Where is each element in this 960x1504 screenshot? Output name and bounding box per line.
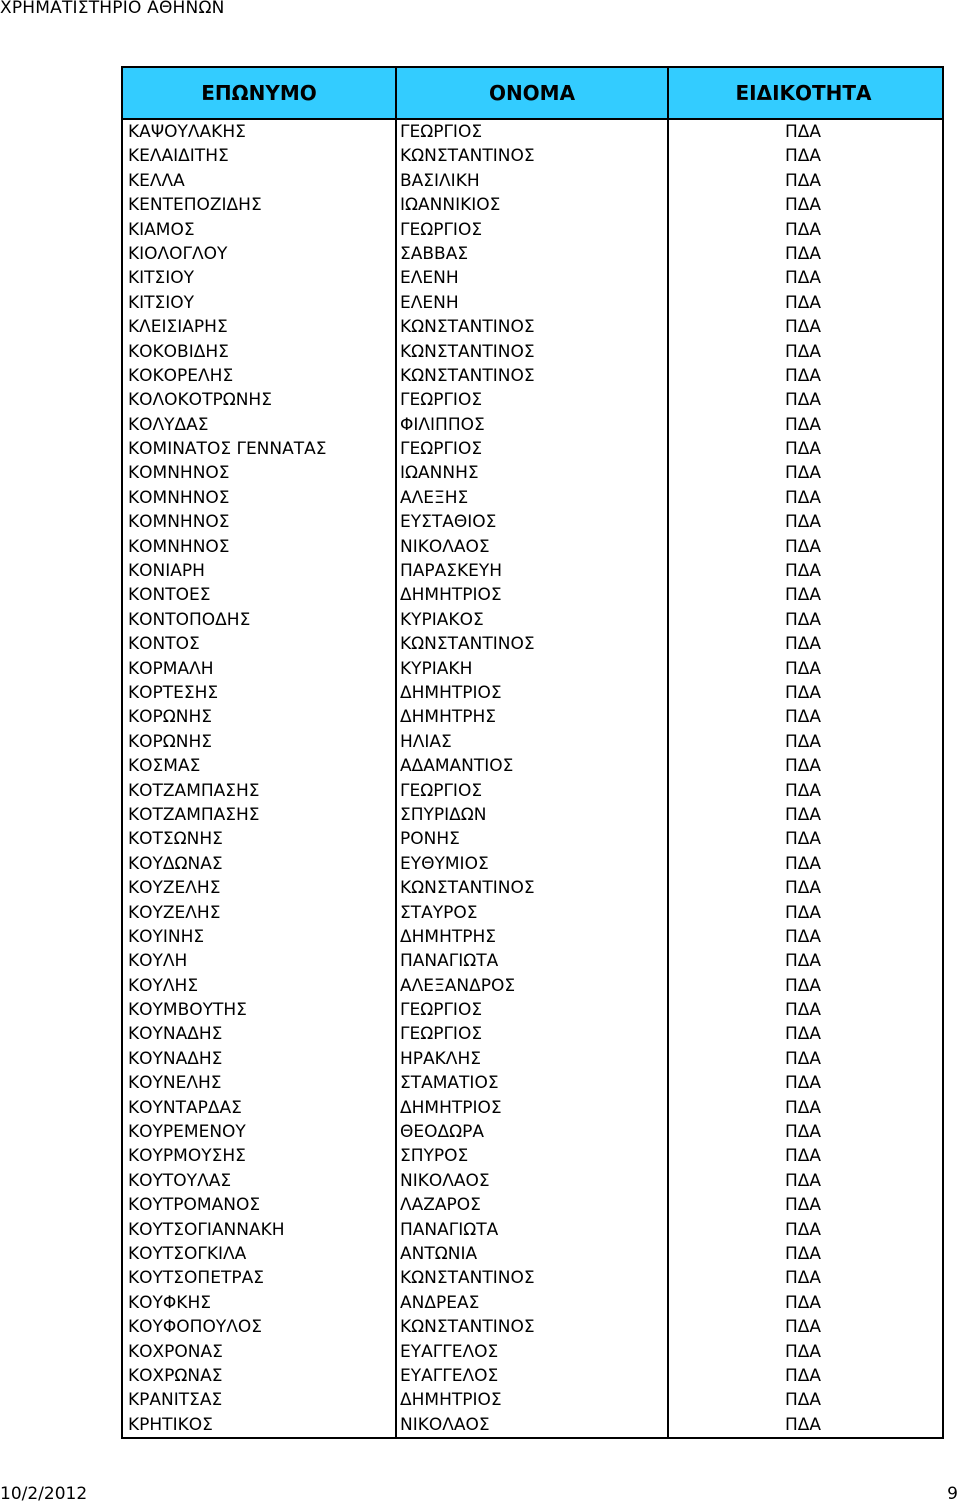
- cell-specialty: ΠΔΑ: [785, 1268, 822, 1289]
- cell-surname: ΚΟΥΛΗ: [123, 949, 397, 973]
- cell-name: ΓΕΩΡΓΙΟΣ: [397, 388, 669, 412]
- cell-name: ΚΩΝΣΤΑΝΤΙΝΟΣ: [397, 876, 669, 900]
- cell-surname: ΚΟΤΖΑΜΠΑΣΗΣ: [123, 779, 397, 803]
- cell-surname: ΚΟΧΡΩΝΑΣ: [123, 1364, 397, 1388]
- cell-surname: ΚΟΜΝΗΝΟΣ: [123, 461, 397, 485]
- cell-surname: ΚΟΝΙΑΡΗ: [123, 559, 397, 583]
- cell-name: ΠΑΝΑΓΙΩΤΑ: [397, 949, 669, 973]
- cell-specialty: ΠΔΑ: [785, 122, 822, 142]
- table-row: [123, 1218, 942, 1242]
- page-number: 9: [947, 1484, 958, 1504]
- cell-name: ΔΗΜΗΤΡΙΟΣ: [397, 583, 669, 607]
- cell-name: ΣΤΑΥΡΟΣ: [397, 901, 669, 925]
- cell-surname: ΚΟΧΡΟΝΑΣ: [123, 1340, 397, 1364]
- table-row: [123, 1193, 942, 1217]
- table-row: [123, 1266, 942, 1290]
- table-row: [123, 827, 942, 851]
- cell-name: ΡΟΝΗΣ: [397, 827, 669, 851]
- table-row: [123, 632, 942, 656]
- cell-surname: ΚΟΥΝΑΔΗΣ: [123, 1047, 397, 1071]
- cell-name: ΝΙΚΟΛΑΟΣ: [397, 1169, 669, 1193]
- cell-name: ΔΗΜΗΤΡΗΣ: [397, 925, 669, 949]
- cell-specialty: ΠΔΑ: [785, 804, 822, 825]
- table-row: [123, 1291, 942, 1315]
- cell-name: ΕΥΘΥΜΙΟΣ: [397, 852, 669, 876]
- table-row: [123, 657, 942, 681]
- cell-specialty: ΠΔΑ: [785, 1365, 822, 1386]
- cell-specialty: ΠΔΑ: [785, 853, 822, 874]
- cell-surname: ΚΟΥΖΕΛΗΣ: [123, 876, 397, 900]
- table-row: [123, 218, 942, 242]
- table-row: [123, 486, 942, 510]
- cell-specialty: ΠΔΑ: [785, 170, 822, 191]
- cell-surname: ΚΛΕΙΣΙΑΡΗΣ: [123, 315, 397, 339]
- cell-name: ΓΕΩΡΓΙΟΣ: [397, 218, 669, 242]
- cell-specialty: ΠΔΑ: [785, 658, 822, 679]
- cell-specialty: ΠΔΑ: [785, 414, 822, 435]
- cell-name: ΚΩΝΣΤΑΝΤΙΝΟΣ: [397, 315, 669, 339]
- cell-surname: ΚΟΛΥΔΑΣ: [123, 413, 397, 437]
- cell-surname: ΚΑΨΟΥΛΑΚΗΣ: [123, 120, 397, 144]
- cell-surname: ΚΟΜΝΗΝΟΣ: [123, 486, 397, 510]
- cell-specialty: ΠΔΑ: [785, 268, 822, 289]
- table-row: [123, 1022, 942, 1046]
- cell-surname: ΚΟΥΔΩΝΑΣ: [123, 852, 397, 876]
- cell-name: ΒΑΣΙΛΙΚΗ: [397, 169, 669, 193]
- cell-name: ΑΔΑΜΑΝΤΙΟΣ: [397, 754, 669, 778]
- employee-table: [121, 66, 944, 1439]
- cell-name: ΚΩΝΣΤΑΝΤΙΝΟΣ: [397, 340, 669, 364]
- cell-specialty: ΠΔΑ: [785, 1341, 822, 1362]
- cell-surname: ΚΟΥΤΟΥΛΑΣ: [123, 1169, 397, 1193]
- table-row: [123, 315, 942, 339]
- table-row: [123, 1315, 942, 1339]
- cell-specialty: ΠΔΑ: [785, 731, 822, 752]
- cell-name: ΚΥΡΙΑΚΟΣ: [397, 608, 669, 632]
- cell-specialty: ΠΔΑ: [785, 878, 822, 899]
- table-row: [123, 730, 942, 754]
- cell-surname: ΚΟΣΜΑΣ: [123, 754, 397, 778]
- table-row: [123, 340, 942, 364]
- table-row: [123, 705, 942, 729]
- cell-name: ΑΛΕΞΗΣ: [397, 486, 669, 510]
- header-name: ΟΝΟΜΑ: [397, 68, 669, 118]
- cell-surname: ΚΟΥΡΕΜΕΝΟΥ: [123, 1120, 397, 1144]
- cell-specialty: ΠΔΑ: [785, 682, 822, 703]
- table-body: [123, 120, 942, 1437]
- cell-name: ΕΥΣΤΑΘΙΟΣ: [397, 510, 669, 534]
- table-row: [123, 852, 942, 876]
- table-row: [123, 1144, 942, 1168]
- cell-specialty: ΠΔΑ: [785, 1073, 822, 1094]
- cell-surname: ΚΕΛΑΙΔΙΤΗΣ: [123, 144, 397, 168]
- cell-specialty: ΠΔΑ: [785, 1317, 822, 1338]
- table-row: [123, 169, 942, 193]
- cell-specialty: ΠΔΑ: [785, 243, 822, 264]
- cell-specialty: ΠΔΑ: [785, 1243, 822, 1264]
- table-row: [123, 1120, 942, 1144]
- cell-name: ΑΝΔΡΕΑΣ: [397, 1291, 669, 1315]
- cell-name: ΕΛΕΝΗ: [397, 291, 669, 315]
- cell-name: ΓΕΩΡΓΙΟΣ: [397, 1022, 669, 1046]
- cell-specialty: ΠΔΑ: [785, 1122, 822, 1143]
- table-row: [123, 608, 942, 632]
- table-row: [123, 461, 942, 485]
- cell-specialty: ΠΔΑ: [785, 439, 822, 460]
- table-row: [123, 291, 942, 315]
- table-row: [123, 413, 942, 437]
- cell-name: ΝΙΚΟΛΑΟΣ: [397, 535, 669, 559]
- cell-name: ΣΤΑΜΑΤΙΟΣ: [397, 1071, 669, 1095]
- cell-specialty: ΠΔΑ: [785, 536, 822, 557]
- cell-specialty: ΠΔΑ: [785, 1146, 822, 1167]
- cell-surname: ΚΟΥΜΒΟΥΤΗΣ: [123, 998, 397, 1022]
- table-row: [123, 1413, 942, 1437]
- cell-surname: ΚΕΛΛΑ: [123, 169, 397, 193]
- cell-surname: ΚΟΥΛΗΣ: [123, 974, 397, 998]
- cell-surname: ΚΙΑΜΟΣ: [123, 218, 397, 242]
- table-row: [123, 949, 942, 973]
- cell-specialty: ΠΔΑ: [785, 902, 822, 923]
- cell-name: ΔΗΜΗΤΡΙΟΣ: [397, 1096, 669, 1120]
- cell-name: ΦΙΛΙΠΠΟΣ: [397, 413, 669, 437]
- table-row: [123, 1242, 942, 1266]
- cell-surname: ΚΟΚΟΒΙΔΗΣ: [123, 340, 397, 364]
- footer-date: 10/2/2012: [0, 1484, 88, 1504]
- cell-name: ΠΑΡΑΣΚΕΥΗ: [397, 559, 669, 583]
- table-row: [123, 1047, 942, 1071]
- cell-specialty: ΠΔΑ: [785, 707, 822, 728]
- cell-name: ΑΛΕΞΑΝΔΡΟΣ: [397, 974, 669, 998]
- cell-name: ΚΩΝΣΤΑΝΤΙΝΟΣ: [397, 144, 669, 168]
- header-specialty: ΕΙΔΙΚΟΤΗΤΑ: [735, 81, 872, 105]
- table-row: [123, 193, 942, 217]
- cell-specialty: ΠΔΑ: [785, 829, 822, 850]
- cell-name: ΛΑΖΑΡΟΣ: [397, 1193, 669, 1217]
- cell-surname: ΚΟΥΤΣΟΓΙΑΝΝΑΚΗ: [123, 1218, 397, 1242]
- cell-specialty: ΠΔΑ: [785, 585, 822, 606]
- table-row: [123, 559, 942, 583]
- cell-surname: ΚΟΥΝΑΔΗΣ: [123, 1022, 397, 1046]
- table-row: [123, 583, 942, 607]
- cell-specialty: ΠΔΑ: [785, 1414, 822, 1435]
- cell-name: ΕΥΑΓΓΕΛΟΣ: [397, 1340, 669, 1364]
- cell-name: ΚΩΝΣΤΑΝΤΙΝΟΣ: [397, 632, 669, 656]
- cell-specialty: ΠΔΑ: [785, 634, 822, 655]
- cell-specialty: ΠΔΑ: [785, 1024, 822, 1045]
- cell-name: ΣΠΥΡΙΔΩΝ: [397, 803, 669, 827]
- cell-surname: ΚΟΜΝΗΝΟΣ: [123, 510, 397, 534]
- table-header: [123, 68, 942, 120]
- table-row: [123, 925, 942, 949]
- cell-surname: ΚΟΡΜΑΛΗ: [123, 657, 397, 681]
- cell-specialty: ΠΔΑ: [785, 341, 822, 362]
- cell-surname: ΚΟΥΤΣΟΓΚΙΛΑ: [123, 1242, 397, 1266]
- cell-specialty: ΠΔΑ: [785, 756, 822, 777]
- cell-name: ΙΩΑΝΝΙΚΙΟΣ: [397, 193, 669, 217]
- cell-surname: ΚΟΥΖΕΛΗΣ: [123, 901, 397, 925]
- cell-name: ΙΩΑΝΝΗΣ: [397, 461, 669, 485]
- cell-name: ΠΑΝΑΓΙΩΤΑ: [397, 1218, 669, 1242]
- cell-surname: ΚΟΥΦΚΗΣ: [123, 1291, 397, 1315]
- cell-name: ΚΥΡΙΑΚΗ: [397, 657, 669, 681]
- cell-name: ΓΕΩΡΓΙΟΣ: [397, 998, 669, 1022]
- cell-surname: ΚΟΝΤΟΕΣ: [123, 583, 397, 607]
- cell-specialty: ΠΔΑ: [785, 975, 822, 996]
- cell-specialty: ΠΔΑ: [785, 1219, 822, 1240]
- cell-specialty: ΠΔΑ: [785, 365, 822, 386]
- cell-surname: ΚΟΥΡΜΟΥΣΗΣ: [123, 1144, 397, 1168]
- cell-surname: ΚΟΡΩΝΗΣ: [123, 705, 397, 729]
- table-row: [123, 681, 942, 705]
- table-row: [123, 974, 942, 998]
- table-row: [123, 266, 942, 290]
- cell-surname: ΚΟΥΦΟΠΟΥΛΟΣ: [123, 1315, 397, 1339]
- cell-surname: ΚΟΛΟΚΟΤΡΩΝΗΣ: [123, 388, 397, 412]
- cell-specialty: ΠΔΑ: [785, 561, 822, 582]
- table-row: [123, 998, 942, 1022]
- cell-specialty: ΠΔΑ: [785, 1195, 822, 1216]
- cell-name: ΔΗΜΗΤΡΗΣ: [397, 705, 669, 729]
- cell-specialty: ΠΔΑ: [785, 512, 822, 533]
- cell-name: ΣΠΥΡΟΣ: [397, 1144, 669, 1168]
- table-row: [123, 901, 942, 925]
- cell-name: ΕΛΕΝΗ: [397, 266, 669, 290]
- cell-specialty: ΠΔΑ: [785, 195, 822, 216]
- table-row: [123, 1388, 942, 1412]
- table-row: [123, 754, 942, 778]
- cell-surname: ΚΟΝΤΟΣ: [123, 632, 397, 656]
- table-row: [123, 535, 942, 559]
- cell-name: ΣΑΒΒΑΣ: [397, 242, 669, 266]
- cell-specialty: ΠΔΑ: [785, 146, 822, 167]
- table-row: [123, 1096, 942, 1120]
- cell-surname: ΚΟΜΙΝΑΤΟΣ ΓΕΝΝΑΤΑΣ: [123, 437, 397, 461]
- cell-name: ΔΗΜΗΤΡΙΟΣ: [397, 681, 669, 705]
- table-row: [123, 779, 942, 803]
- table-row: [123, 242, 942, 266]
- cell-name: ΗΡΑΚΛΗΣ: [397, 1047, 669, 1071]
- table-row: [123, 510, 942, 534]
- cell-name: ΓΕΩΡΓΙΟΣ: [397, 779, 669, 803]
- table-row: [123, 1169, 942, 1193]
- cell-surname: ΚΕΝΤΕΠΟΖΙΔΗΣ: [123, 193, 397, 217]
- cell-name: ΚΩΝΣΤΑΝΤΙΝΟΣ: [397, 1266, 669, 1290]
- cell-name: ΑΝΤΩΝΙΑ: [397, 1242, 669, 1266]
- cell-specialty: ΠΔΑ: [785, 780, 822, 801]
- cell-specialty: ΠΔΑ: [785, 463, 822, 484]
- cell-name: ΘΕΟΔΩΡΑ: [397, 1120, 669, 1144]
- cell-name: ΚΩΝΣΤΑΝΤΙΝΟΣ: [397, 364, 669, 388]
- cell-specialty: ΠΔΑ: [785, 317, 822, 338]
- table-row: [123, 120, 942, 144]
- cell-specialty: ΠΔΑ: [785, 1390, 822, 1411]
- table-row: [123, 388, 942, 412]
- table-row: [123, 364, 942, 388]
- table-row: [123, 144, 942, 168]
- cell-specialty: ΠΔΑ: [785, 487, 822, 508]
- page-title: ΧΡΗΜΑΤΙΣΤΗΡΙΟ ΑΘΗΝΩΝ: [0, 0, 225, 18]
- table-row: [123, 876, 942, 900]
- cell-name: ΗΛΙΑΣ: [397, 730, 669, 754]
- cell-surname: ΚΟΥΤΣΟΠΕΤΡΑΣ: [123, 1266, 397, 1290]
- cell-surname: ΚΟΥΝΕΛΗΣ: [123, 1071, 397, 1095]
- cell-surname: ΚΙΟΛΟΓΛΟΥ: [123, 242, 397, 266]
- table-row: [123, 1364, 942, 1388]
- cell-surname: ΚΡΑΝΙΤΣΑΣ: [123, 1388, 397, 1412]
- cell-specialty: ΠΔΑ: [785, 1000, 822, 1021]
- cell-specialty: ΠΔΑ: [785, 951, 822, 972]
- header-surname: ΕΠΩΝΥΜΟ: [123, 68, 397, 118]
- table-row: [123, 1071, 942, 1095]
- cell-surname: ΚΟΜΝΗΝΟΣ: [123, 535, 397, 559]
- cell-specialty: ΠΔΑ: [785, 926, 822, 947]
- cell-specialty: ΠΔΑ: [785, 219, 822, 240]
- cell-surname: ΚΟΤΣΩΝΗΣ: [123, 827, 397, 851]
- cell-name: ΓΕΩΡΓΙΟΣ: [397, 120, 669, 144]
- cell-surname: ΚΟΤΖΑΜΠΑΣΗΣ: [123, 803, 397, 827]
- cell-name: ΕΥΑΓΓΕΛΟΣ: [397, 1364, 669, 1388]
- cell-specialty: ΠΔΑ: [785, 292, 822, 313]
- cell-specialty: ΠΔΑ: [785, 390, 822, 411]
- cell-specialty: ΠΔΑ: [785, 609, 822, 630]
- cell-specialty: ΠΔΑ: [785, 1170, 822, 1191]
- cell-surname: ΚΟΡΩΝΗΣ: [123, 730, 397, 754]
- cell-specialty: ΠΔΑ: [785, 1097, 822, 1118]
- cell-surname: ΚΙΤΣΙΟΥ: [123, 291, 397, 315]
- cell-surname: ΚΡΗΤΙΚΟΣ: [123, 1413, 397, 1437]
- cell-surname: ΚΟΥΙΝΗΣ: [123, 925, 397, 949]
- cell-name: ΚΩΝΣΤΑΝΤΙΝΟΣ: [397, 1315, 669, 1339]
- cell-name: ΝΙΚΟΛΑΟΣ: [397, 1413, 669, 1437]
- cell-surname: ΚΟΝΤΟΠΟΔΗΣ: [123, 608, 397, 632]
- cell-name: ΓΕΩΡΓΙΟΣ: [397, 437, 669, 461]
- table-row: [123, 1340, 942, 1364]
- cell-name: ΔΗΜΗΤΡΙΟΣ: [397, 1388, 669, 1412]
- table-row: [123, 803, 942, 827]
- cell-surname: ΚΙΤΣΙΟΥ: [123, 266, 397, 290]
- cell-surname: ΚΟΥΤΡΟΜΑΝΟΣ: [123, 1193, 397, 1217]
- cell-specialty: ΠΔΑ: [785, 1048, 822, 1069]
- table-row: [123, 437, 942, 461]
- cell-surname: ΚΟΚΟΡΕΛΗΣ: [123, 364, 397, 388]
- cell-surname: ΚΟΡΤΕΣΗΣ: [123, 681, 397, 705]
- cell-specialty: ΠΔΑ: [785, 1292, 822, 1313]
- cell-surname: ΚΟΥΝΤΑΡΔΑΣ: [123, 1096, 397, 1120]
